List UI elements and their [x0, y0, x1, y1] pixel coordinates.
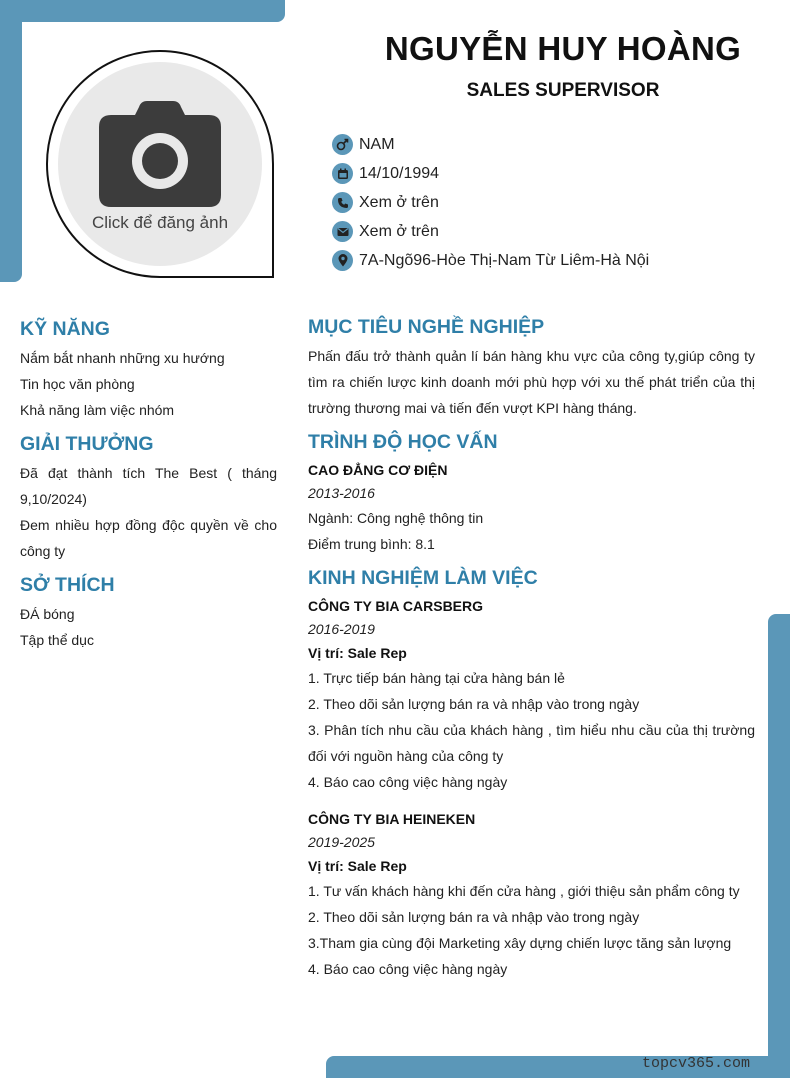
- job-period: 2016-2019: [308, 621, 375, 637]
- job-duty: 4. Báo cao công việc hàng ngày: [308, 774, 508, 790]
- email-icon: [332, 221, 353, 242]
- hobbies-section: [20, 574, 277, 653]
- contact-gender-value: NAM: [359, 135, 395, 153]
- skill-item: Tin học văn phòng: [20, 376, 135, 392]
- job-duty: 1. Tư vấn khách hàng khi đến cửa hàng , giới thiệu sản phẩm công ty: [308, 883, 740, 899]
- job-entry: [308, 807, 755, 982]
- experience-section: [308, 567, 755, 982]
- job-entry: [308, 594, 755, 795]
- education-school: CAO ĐẲNG CƠ ĐIỆN: [308, 462, 448, 478]
- hobby-item: Tập thể dục: [20, 632, 94, 648]
- photo-upload-label: Click để đăng ảnh: [91, 213, 229, 232]
- job-period: 2019-2025: [308, 834, 375, 850]
- objective-section: [308, 316, 755, 421]
- job-duty: 2. Theo dõi sản lượng bán ra và nhập vào trong ngày: [308, 696, 640, 712]
- objective-title: MỤC TIÊU NGHỀ NGHIỆP: [308, 316, 545, 338]
- job-duty: 3. Phân tích nhu cầu của khách hàng , tìm hiểu nhu cầu của thị trường đối với nguồn hàng của công ty: [308, 722, 755, 764]
- job-company: CÔNG TY BIA CARSBERG: [308, 598, 484, 614]
- skills-title: KỸ NĂNG: [20, 318, 110, 340]
- contact-birthdate-value: 14/10/1994: [359, 164, 440, 182]
- job-company: CÔNG TY BIA HEINEKEN: [308, 811, 476, 827]
- calendar-icon: [332, 163, 353, 184]
- phone-icon: [332, 192, 353, 213]
- education-gpa: Điểm trung bình: 8.1: [308, 536, 435, 552]
- right-column: [308, 316, 755, 994]
- gender-icon: [332, 134, 353, 155]
- education-period: 2013-2016: [308, 485, 375, 501]
- job-duty: 2. Theo dõi sản lượng bán ra và nhập vào trong ngày: [308, 909, 640, 925]
- candidate-name: NGUYỄN HUY HOÀNG: [384, 30, 742, 67]
- camera-icon: [99, 101, 221, 207]
- contact-gender: [332, 130, 649, 159]
- job-title: SALES SUPERVISOR: [466, 80, 660, 101]
- job-position: Vị trí: Sale Rep: [308, 858, 407, 874]
- contact-phone: [332, 188, 649, 217]
- contact-address-value: 7A-Ngõ96-Hòe Thị-Nam Từ Liêm-Hà Nội: [359, 251, 650, 269]
- award-item: Đã đạt thành tích The Best ( tháng 9,10/2024): [20, 465, 277, 507]
- contact-address: [332, 246, 649, 275]
- watermark: topcv365.com: [641, 1055, 750, 1072]
- skill-item: Khả năng làm việc nhóm: [20, 402, 175, 418]
- contact-birthdate: [332, 159, 649, 188]
- hobbies-title: SỞ THÍCH: [20, 574, 115, 596]
- contact-email-value: Xem ở trên: [359, 222, 439, 240]
- awards-section: [20, 433, 277, 564]
- decorative-top-bar: [0, 0, 285, 22]
- education-title: TRÌNH ĐỘ HỌC VẤN: [308, 431, 498, 453]
- education-major: Ngành: Công nghệ thông tin: [308, 510, 484, 526]
- decorative-right-bar: [768, 614, 790, 1078]
- experience-title: KINH NGHIỆM LÀM VIỆC: [308, 567, 538, 589]
- job-position: Vị trí: Sale Rep: [308, 645, 407, 661]
- objective-text: Phấn đấu trở thành quản lí bán hàng khu vực của công ty,giúp công ty tìm ra chiến lược kinh doanh mới phù hợp với xu thế phát triển của thị trường thương mai và tiến đến vượt KPI hàng tháng.: [308, 348, 755, 416]
- job-duty: 1. Trực tiếp bán hàng tại cửa hàng bán lẻ: [308, 670, 565, 686]
- photo-placeholder: [58, 62, 262, 266]
- skill-item: Nắm bắt nhanh những xu hướng: [20, 350, 225, 366]
- job-duty: 3.Tham gia cùng đội Marketing xây dựng chiến lược tăng sản lượng: [308, 935, 732, 951]
- job-duty: 4. Báo cao công việc hàng ngày: [308, 961, 508, 977]
- contact-phone-value: Xem ở trên: [359, 193, 439, 211]
- left-column: [20, 318, 277, 663]
- hobby-item: ĐÁ bóng: [20, 606, 75, 622]
- award-item: Đem nhiều hợp đồng độc quyền về cho công ty: [20, 517, 277, 559]
- location-icon: [332, 250, 353, 271]
- decorative-left-bar: [0, 0, 22, 282]
- contact-email: [332, 217, 649, 246]
- awards-title: GIẢI THƯỞNG: [20, 433, 154, 455]
- education-section: [308, 431, 755, 557]
- photo-upload[interactable]: [46, 50, 274, 278]
- contact-info: [332, 130, 649, 275]
- skills-section: [20, 318, 277, 423]
